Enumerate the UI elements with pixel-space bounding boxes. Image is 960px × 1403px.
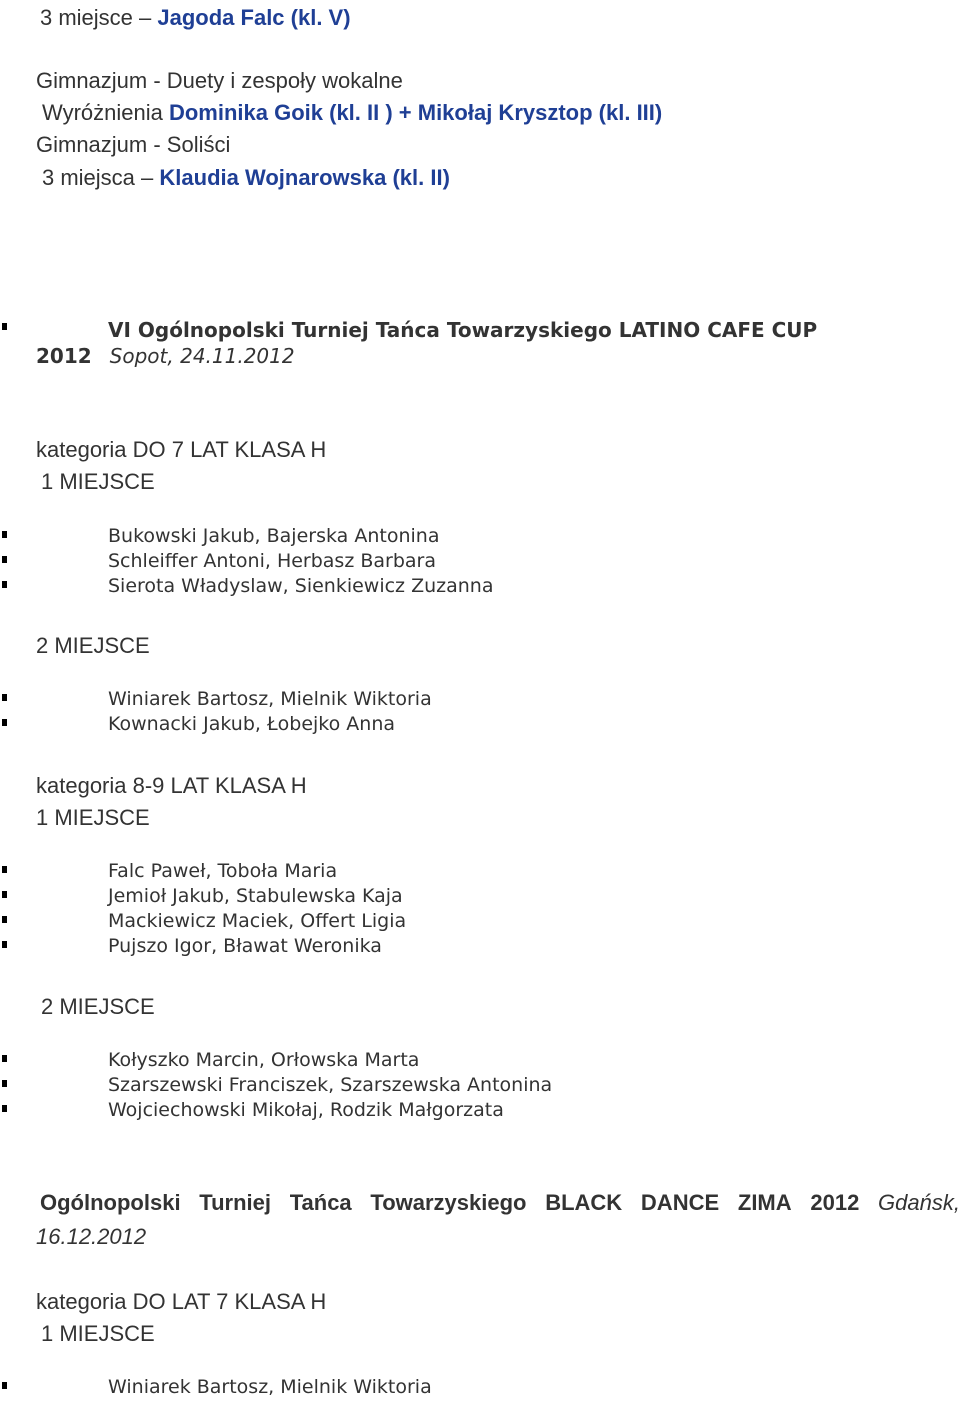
event1-subtitle [36,346,295,367]
result-line-3rd-place-prefix: 3 miejsca – [42,165,160,190]
bullet-marker [2,1105,7,1112]
event2-title-word: DANCE [640,1190,720,1215]
event2-title-word: Tańca [289,1190,352,1215]
event2-title-word: 2012 [810,1190,860,1215]
bullet-marker [2,694,7,701]
list-item: Falc Paweł, Toboła Maria [108,860,338,882]
bullet-marker [2,556,7,563]
event1-cat2-place-2: 2 MIEJSCE [41,994,155,1019]
bullet-marker [2,866,7,873]
bullet-marker [2,891,7,898]
list-item: Kołyszko Marcin, Orłowska Marta [108,1049,420,1071]
result-line-1-prefix: 3 miejsce – [40,5,158,30]
event2-place: Gdańsk, [878,1190,960,1215]
event1-cat1-place-1: 1 MIEJSCE [41,469,155,494]
event1-title: VI Ogólnopolski Turniej Tańca Towarzyskiego LATINO CAFE CUP [108,318,818,342]
list-item: Wojciechowski Mikołaj, Rodzik Małgorzata [108,1099,504,1121]
result-line-honorable [42,102,662,124]
list-item: Bukowski Jakub, Bajerska Antonina [108,525,440,547]
event1-cat2-place-1: 1 MIEJSCE [36,805,150,830]
bullet-marker [2,1080,7,1087]
bullet-marker [2,719,7,726]
event2-cat1-place-1: 1 MIEJSCE [41,1321,155,1346]
bullet-marker [2,323,7,330]
event1-category-2: kategoria 8-9 LAT KLASA H [36,773,307,798]
bullet-marker [2,1055,7,1062]
list-item: Mackiewicz Maciek, Offert Ligia [108,910,407,932]
bullet-marker [2,531,7,538]
result-line-honorable-names: Dominika Goik (kl. II ) + Mikołaj Krysztop (kl. III) [168,100,663,125]
list-item: Winiarek Bartosz, Mielnik Wiktoria [108,1376,432,1398]
event2-category-1: kategoria DO LAT 7 KLASA H [36,1289,327,1314]
result-line-1 [40,7,351,29]
event1-place-date: Sopot, 24.11.2012 [109,344,295,368]
event2-title-word: Ogólnopolski [40,1190,181,1215]
list-item: Szarszewski Franciszek, Szarszewska Antonina [108,1074,553,1096]
event1-category-1: kategoria DO 7 LAT KLASA H [36,437,327,462]
list-item: Jemioł Jakub, Stabulewska Kaja [108,885,403,907]
bullet-marker [2,941,7,948]
list-item: Pujszo Igor, Bławat Weronika [108,935,382,957]
result-line-honorable-prefix: Wyróżnienia [42,100,169,125]
section-heading-soloists: Gimnazjum - Soliści [36,132,231,157]
event1-cat1-place-2: 2 MIEJSCE [36,633,150,658]
event1-year: 2012 [36,344,92,368]
event2-title [40,1192,960,1214]
list-item: Sierota Władyslaw, Sienkiewicz Zuzanna [108,575,494,597]
event2-title-word: Turniej [199,1190,271,1215]
event2-title-word: ZIMA [737,1190,792,1215]
result-line-3rd-place [42,167,450,189]
event2-title-word: BLACK [545,1190,623,1215]
list-item: Winiarek Bartosz, Mielnik Wiktoria [108,688,432,710]
bullet-marker [2,1382,7,1389]
list-item: Kownacki Jakub, Łobejko Anna [108,713,396,735]
bullet-marker [2,916,7,923]
event2-title-word: Towarzyskiego [370,1190,527,1215]
result-line-1-name: Jagoda Falc (kl. V) [157,5,351,30]
result-line-3rd-place-name: Klaudia Wojnarowska (kl. II) [159,165,450,190]
bullet-marker [2,581,7,588]
list-item: Schleiffer Antoni, Herbasz Barbara [108,550,436,572]
event2-date: 16.12.2012 [36,1224,147,1249]
section-heading-duets: Gimnazjum - Duety i zespoły wokalne [36,68,403,93]
